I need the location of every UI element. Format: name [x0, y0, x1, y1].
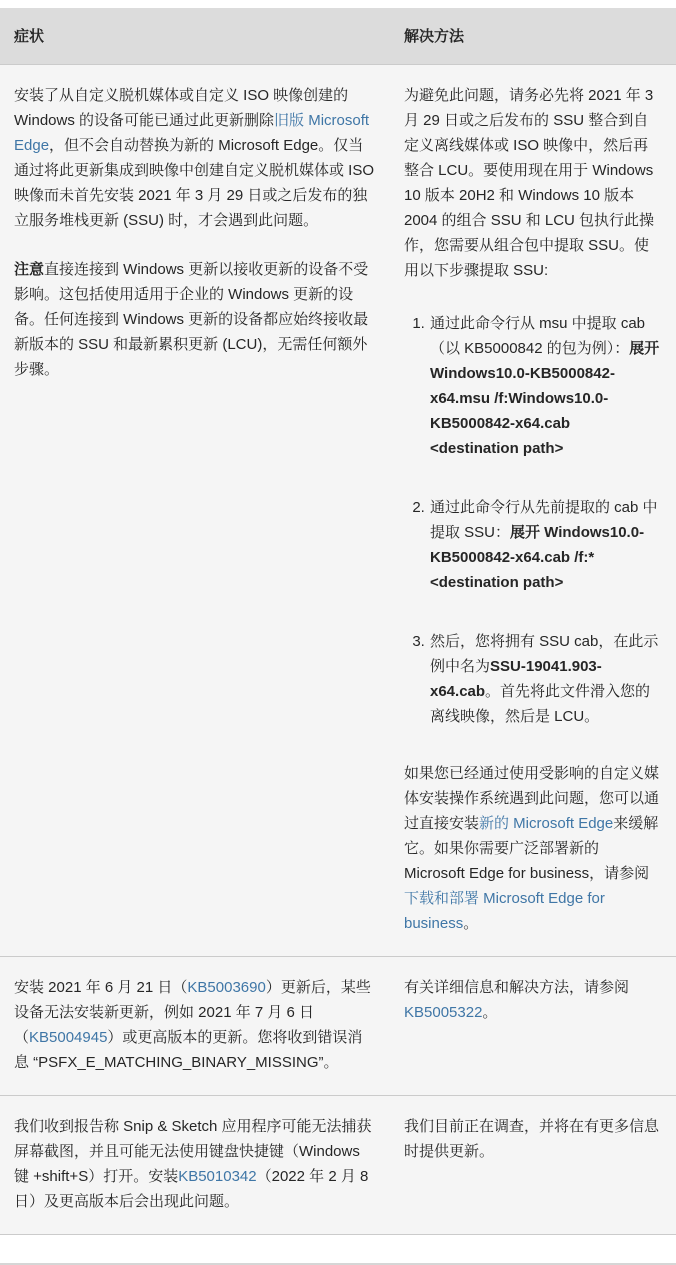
paragraph: [404, 975, 662, 1025]
table-row: [0, 957, 676, 1096]
column-header-symptom: 症状: [0, 8, 390, 65]
text-run: （2022 年 2 月 8 日）及更高版本后会出现此问题。: [14, 1168, 369, 1210]
kb-link[interactable]: 新的 Microsoft Edge: [479, 815, 614, 832]
bold-text: 展开 Windows10.0-KB5000842-x64.cab /f:* <destination path>: [430, 524, 645, 591]
text-run: 为避免此问题，请务必先将 2021 年 3 月 29 日或之后发布的 SSU 整合到自定义离线媒体或 ISO 映像中，然后再整合 LCU。要使用现在用于 Windows 10 版本 20H2 和 Windows 10 版本 2004 的组合 SSU 和 LCU 包执行此操作，您需要从组合包中提取 SSU。使用以下步骤提取 SSU:: [404, 87, 655, 279]
resolution-cell: [390, 1096, 676, 1235]
bold-text: 展开 Windows10.0-KB5000842-x64.msu /f:Windows10.0-KB5000842-x64.cab <destination path>: [430, 340, 660, 457]
text-run: 通过此命令行从先前提取的 cab 中提取 SSU：: [430, 499, 658, 541]
text-run: ）或更高版本的更新。您将收到错误消息 “PSFX_E_MATCHING_BINARY_MISSING”。: [14, 1029, 363, 1071]
kb-link[interactable]: KB5003690: [187, 979, 266, 996]
table-header: [0, 8, 676, 65]
text-run: 安装 2021 年 6 月 21 日（: [14, 979, 188, 996]
text-run: 来缓解它。如果你需要广泛部署新的 Microsoft Edge for business，请参阅: [404, 815, 659, 882]
step-item: [429, 495, 662, 595]
bold-text: 注意: [14, 261, 45, 278]
issues-table: [0, 8, 676, 1235]
text-run: ）更新后，某些设备无法安装新更新，例如 2021 年 7 月 6 日（: [14, 979, 371, 1046]
table-body: [0, 65, 676, 1235]
kb-link[interactable]: KB5005322: [404, 1004, 483, 1021]
text-run: 通过此命令行从 msu 中提取 cab（以 KB5000842 的包为例）：: [430, 315, 646, 357]
kb-link[interactable]: KB5004945: [29, 1029, 108, 1046]
symptom-cell: [0, 957, 390, 1096]
paragraph: [14, 83, 376, 233]
text-run: 直接连接到 Windows 更新以接收更新的设备不受影响。这包括使用适用于企业的 Windows 更新的设备。任何连接到 Windows 更新的设备都应始终接收最新版本的 SSU 和最新累积更新 (LCU)，无需任何额外步骤。: [14, 261, 369, 378]
resolution-cell: [390, 65, 676, 957]
text-run: 。: [463, 915, 479, 932]
paragraph: [404, 1114, 662, 1164]
header-row: [0, 8, 676, 65]
steps-list: [404, 311, 662, 729]
text-run: 然后，您将拥有 SSU cab，在此示例中名为: [430, 633, 659, 675]
column-header-resolution: 解决方法: [390, 8, 676, 65]
step-item: [429, 311, 662, 461]
paragraph: [404, 761, 662, 936]
table-row: [0, 65, 676, 957]
text-run: 安装了从自定义脱机媒体或自定义 ISO 映像创建的 Windows 的设备可能已通过此更新删除: [14, 87, 349, 129]
text-run: 。: [482, 1004, 498, 1021]
kb-link[interactable]: KB5010342: [178, 1168, 257, 1185]
bold-text: SSU-19041.903-x64.cab: [430, 658, 602, 700]
kb-link[interactable]: 下载和部署 Microsoft Edge for business: [404, 890, 605, 932]
kb-link[interactable]: 旧版 Microsoft Edge: [14, 112, 370, 154]
text-run: 我们目前正在调查，并将在有更多信息时提供更新。: [404, 1118, 660, 1160]
text-run: 我们收到报告称 Snip & Sketch 应用程序可能无法捕获屏幕截图，并且可能无法使用键盘快捷键（Windows 键 +shift+S）打开。安装: [14, 1118, 372, 1185]
text-run: 如果您已经通过使用受影响的自定义媒体安装操作系统遇到此问题，您可以通过直接安装: [404, 765, 660, 832]
step-item: [429, 629, 662, 729]
paragraph: [404, 83, 662, 283]
table-row: [0, 1096, 676, 1235]
paragraph: [14, 975, 376, 1075]
symptom-cell: [0, 1096, 390, 1235]
text-run: ，但不会自动替换为新的 Microsoft Edge。仅当通过将此更新集成到映像中创建自定义脱机媒体或 ISO 映像而未首先安装 2021 年 3 月 29 日或之后发布的独立服务堆栈更新 (SSU) 时，才会遇到此问题。: [14, 137, 375, 229]
resolution-cell: [390, 957, 676, 1096]
symptom-cell: [0, 65, 390, 957]
paragraph: [14, 257, 376, 382]
text-run: 有关详细信息和解决方法，请参阅: [404, 979, 630, 996]
paragraph: [14, 1114, 376, 1214]
text-run: 。首先将此文件滑入您的离线映像，然后是 LCU。: [430, 683, 651, 725]
